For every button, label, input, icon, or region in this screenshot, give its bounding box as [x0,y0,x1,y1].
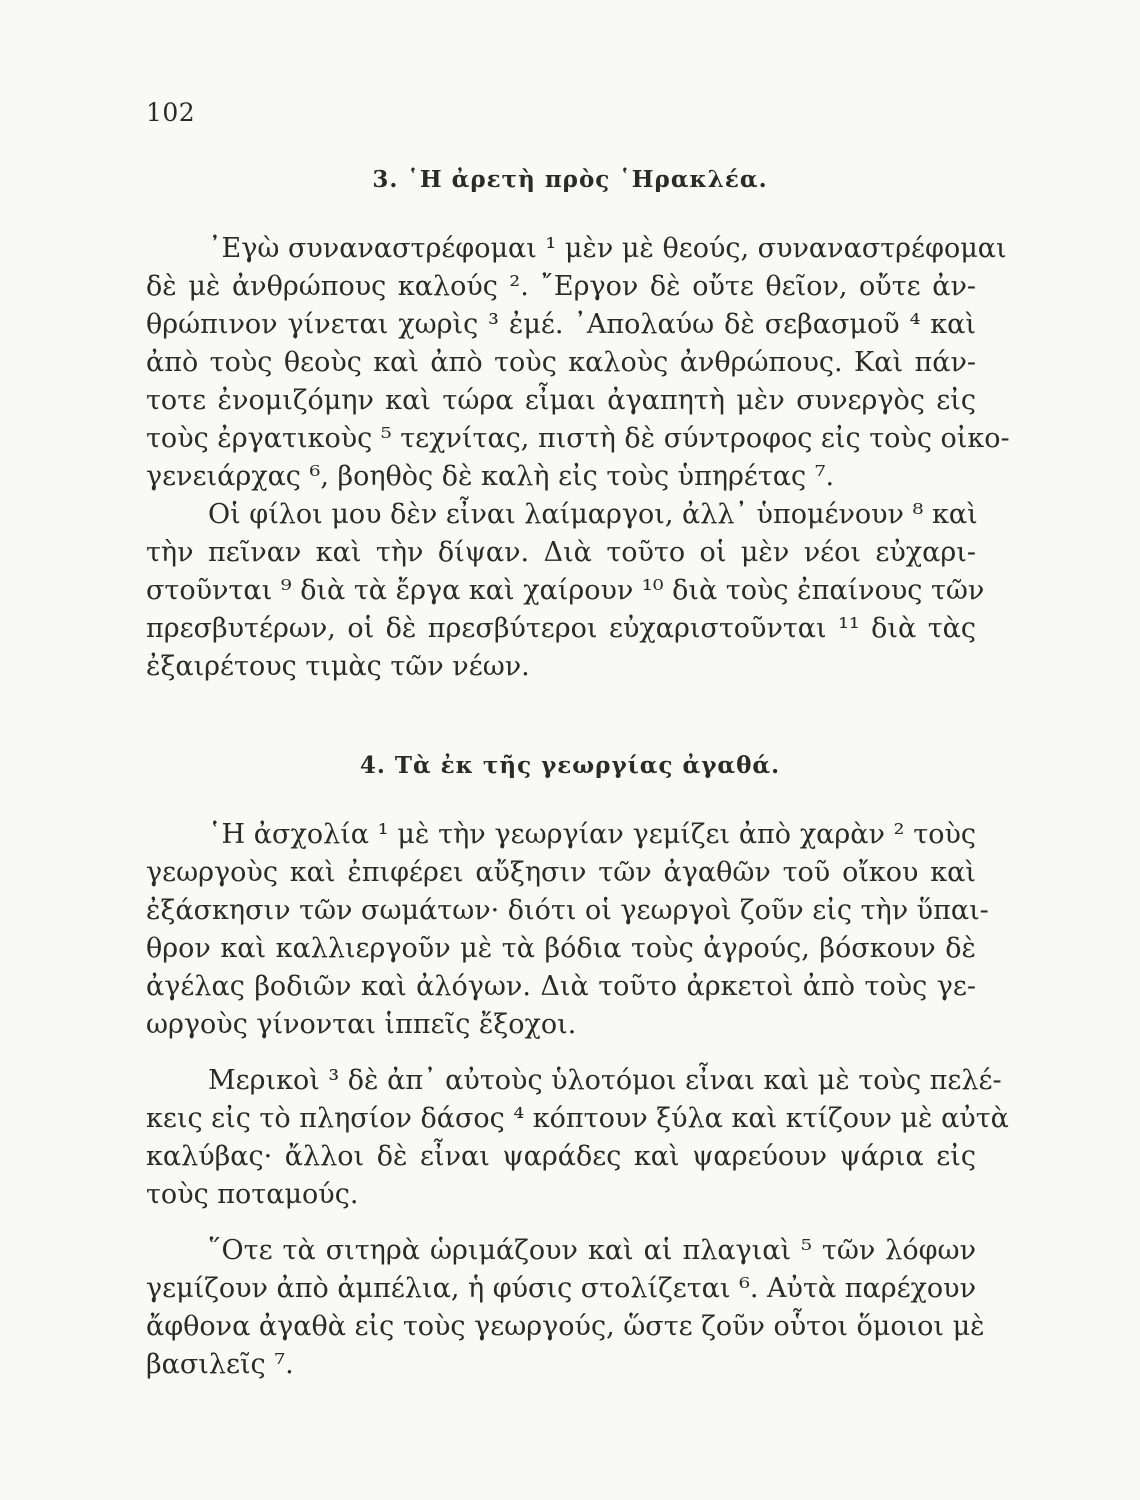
text-line: ωργοὺς γίνονται ἱππεῖς ἔξοχοι. [146,1009,577,1040]
text-line: κεις εἰς τὸ πλησίον δάσος ⁴ κόπτουν ξύλα καὶ κτίζουν μὲ αὐτὰ [146,1103,1009,1134]
text-line: ἄφθονα ἀγαθὰ εἰς τοὺς γεωργούς, ὥστε ζοῦν οὗτοι ὅμοιοι μὲ [146,1311,985,1342]
text-line: τοὺς ἐργατικοὺς ⁵ τεχνίτας, πιστὴ δὲ σύντροφος εἰς τοὺς οἰκο- [146,423,1010,454]
page-number: 102 [146,98,196,127]
text-line: ᾿Εγὼ συναναστρέφομαι ¹ μὲν μὲ θεούς, συναναστρέφομαι [208,233,1007,264]
text-line: γεμίζουν ἀπὸ ἀμπέλια, ἡ φύσις στολίζεται ⁶. Αὐτὰ παρέχουν [146,1273,976,1304]
text-line: ῾Η ἀσχολία ¹ μὲ τὴν γεωργίαν γεμίζει ἀπὸ χαρὰν ² τοὺς [208,819,976,850]
text-line: θρον καὶ καλλιεργοῦν μὲ τὰ βόδια τοὺς ἀγρούς, βόσκουν δὲ [146,933,976,964]
text-line: τοὺς ποταμούς. [146,1179,359,1210]
text-line: ῞Οτε τὰ σιτηρὰ ὡριμάζουν καὶ αἱ πλαγιαὶ ⁵ τῶν λόφων [208,1235,976,1266]
section-title-arete: 3. ῾Η ἀρετὴ πρὸς ῾Ηρακλέα. [372,166,768,193]
text-line: πρεσβυτέρων, οἱ δὲ πρεσβύτεροι εὐχαριστοῦνται ¹¹ διὰ τὰς [146,613,976,644]
text-line: γενειάρχας ⁶, βοηθὸς δὲ καλὴ εἰς τοὺς ὑπηρέτας ⁷. [146,461,835,492]
text-line: ἀπὸ τοὺς θεοὺς καὶ ἀπὸ τοὺς καλοὺς ἀνθρώπους. Καὶ πάν- [146,347,976,378]
section-title-georgia: 4. Τὰ ἐκ τῆς γεωργίας ἀγαθά. [359,752,781,779]
text-line: Μερικοὶ ³ δὲ ἀπ᾽ αὐτοὺς ὑλοτόμοι εἶναι καὶ μὲ τοὺς πελέ- [208,1065,1002,1096]
text-line: τὴν πεῖναν καὶ τὴν δίψαν. Διὰ τοῦτο οἱ μὲν νέοι εὐχαρι- [146,537,976,568]
text-line: ἐξάσκησιν τῶν σωμάτων· διότι οἱ γεωργοὶ ζοῦν εἰς τὴν ὕπαι- [146,895,989,926]
text-line: τοτε ἐνομιζόμην καὶ τώρα εἶμαι ἀγαπητὴ μὲν συνεργὸς εἰς [146,385,976,416]
text-line: στοῦνται ⁹ διὰ τὰ ἔργα καὶ χαίρουν ¹⁰ διὰ τοὺς ἐπαίνους τῶν [146,575,985,606]
text-line: ἀγέλας βοδιῶν καὶ ἀλόγων. Διὰ τοῦτο ἀρκετοὶ ἀπὸ τοὺς γε- [146,971,976,1002]
text-line: βασιλεῖς ⁷. [146,1349,294,1380]
text-line: δὲ μὲ ἀνθρώπους καλούς ². ῎Εργον δὲ οὔτε θεῖον, οὔτε ἀν- [146,271,976,302]
text-line: γεωργοὺς καὶ ἐπιφέρει αὔξησιν τῶν ἀγαθῶν τοῦ οἴκου καὶ [146,857,976,888]
text-line: καλύβας· ἄλλοι δὲ εἶναι ψαράδες καὶ ψαρεύουν ψάρια εἰς [146,1141,976,1172]
text-line: Οἱ φίλοι μου δὲν εἶναι λαίμαργοι, ἀλλ᾽ ὑπομένουν ⁸ καὶ [208,499,978,530]
text-line: ἐξαιρέτους τιμὰς τῶν νέων. [146,651,530,682]
text-line: θρώπινον γίνεται χωρὶς ³ ἐμέ. ᾿Απολαύω δὲ σεβασμοῦ ⁴ καὶ [146,309,976,340]
